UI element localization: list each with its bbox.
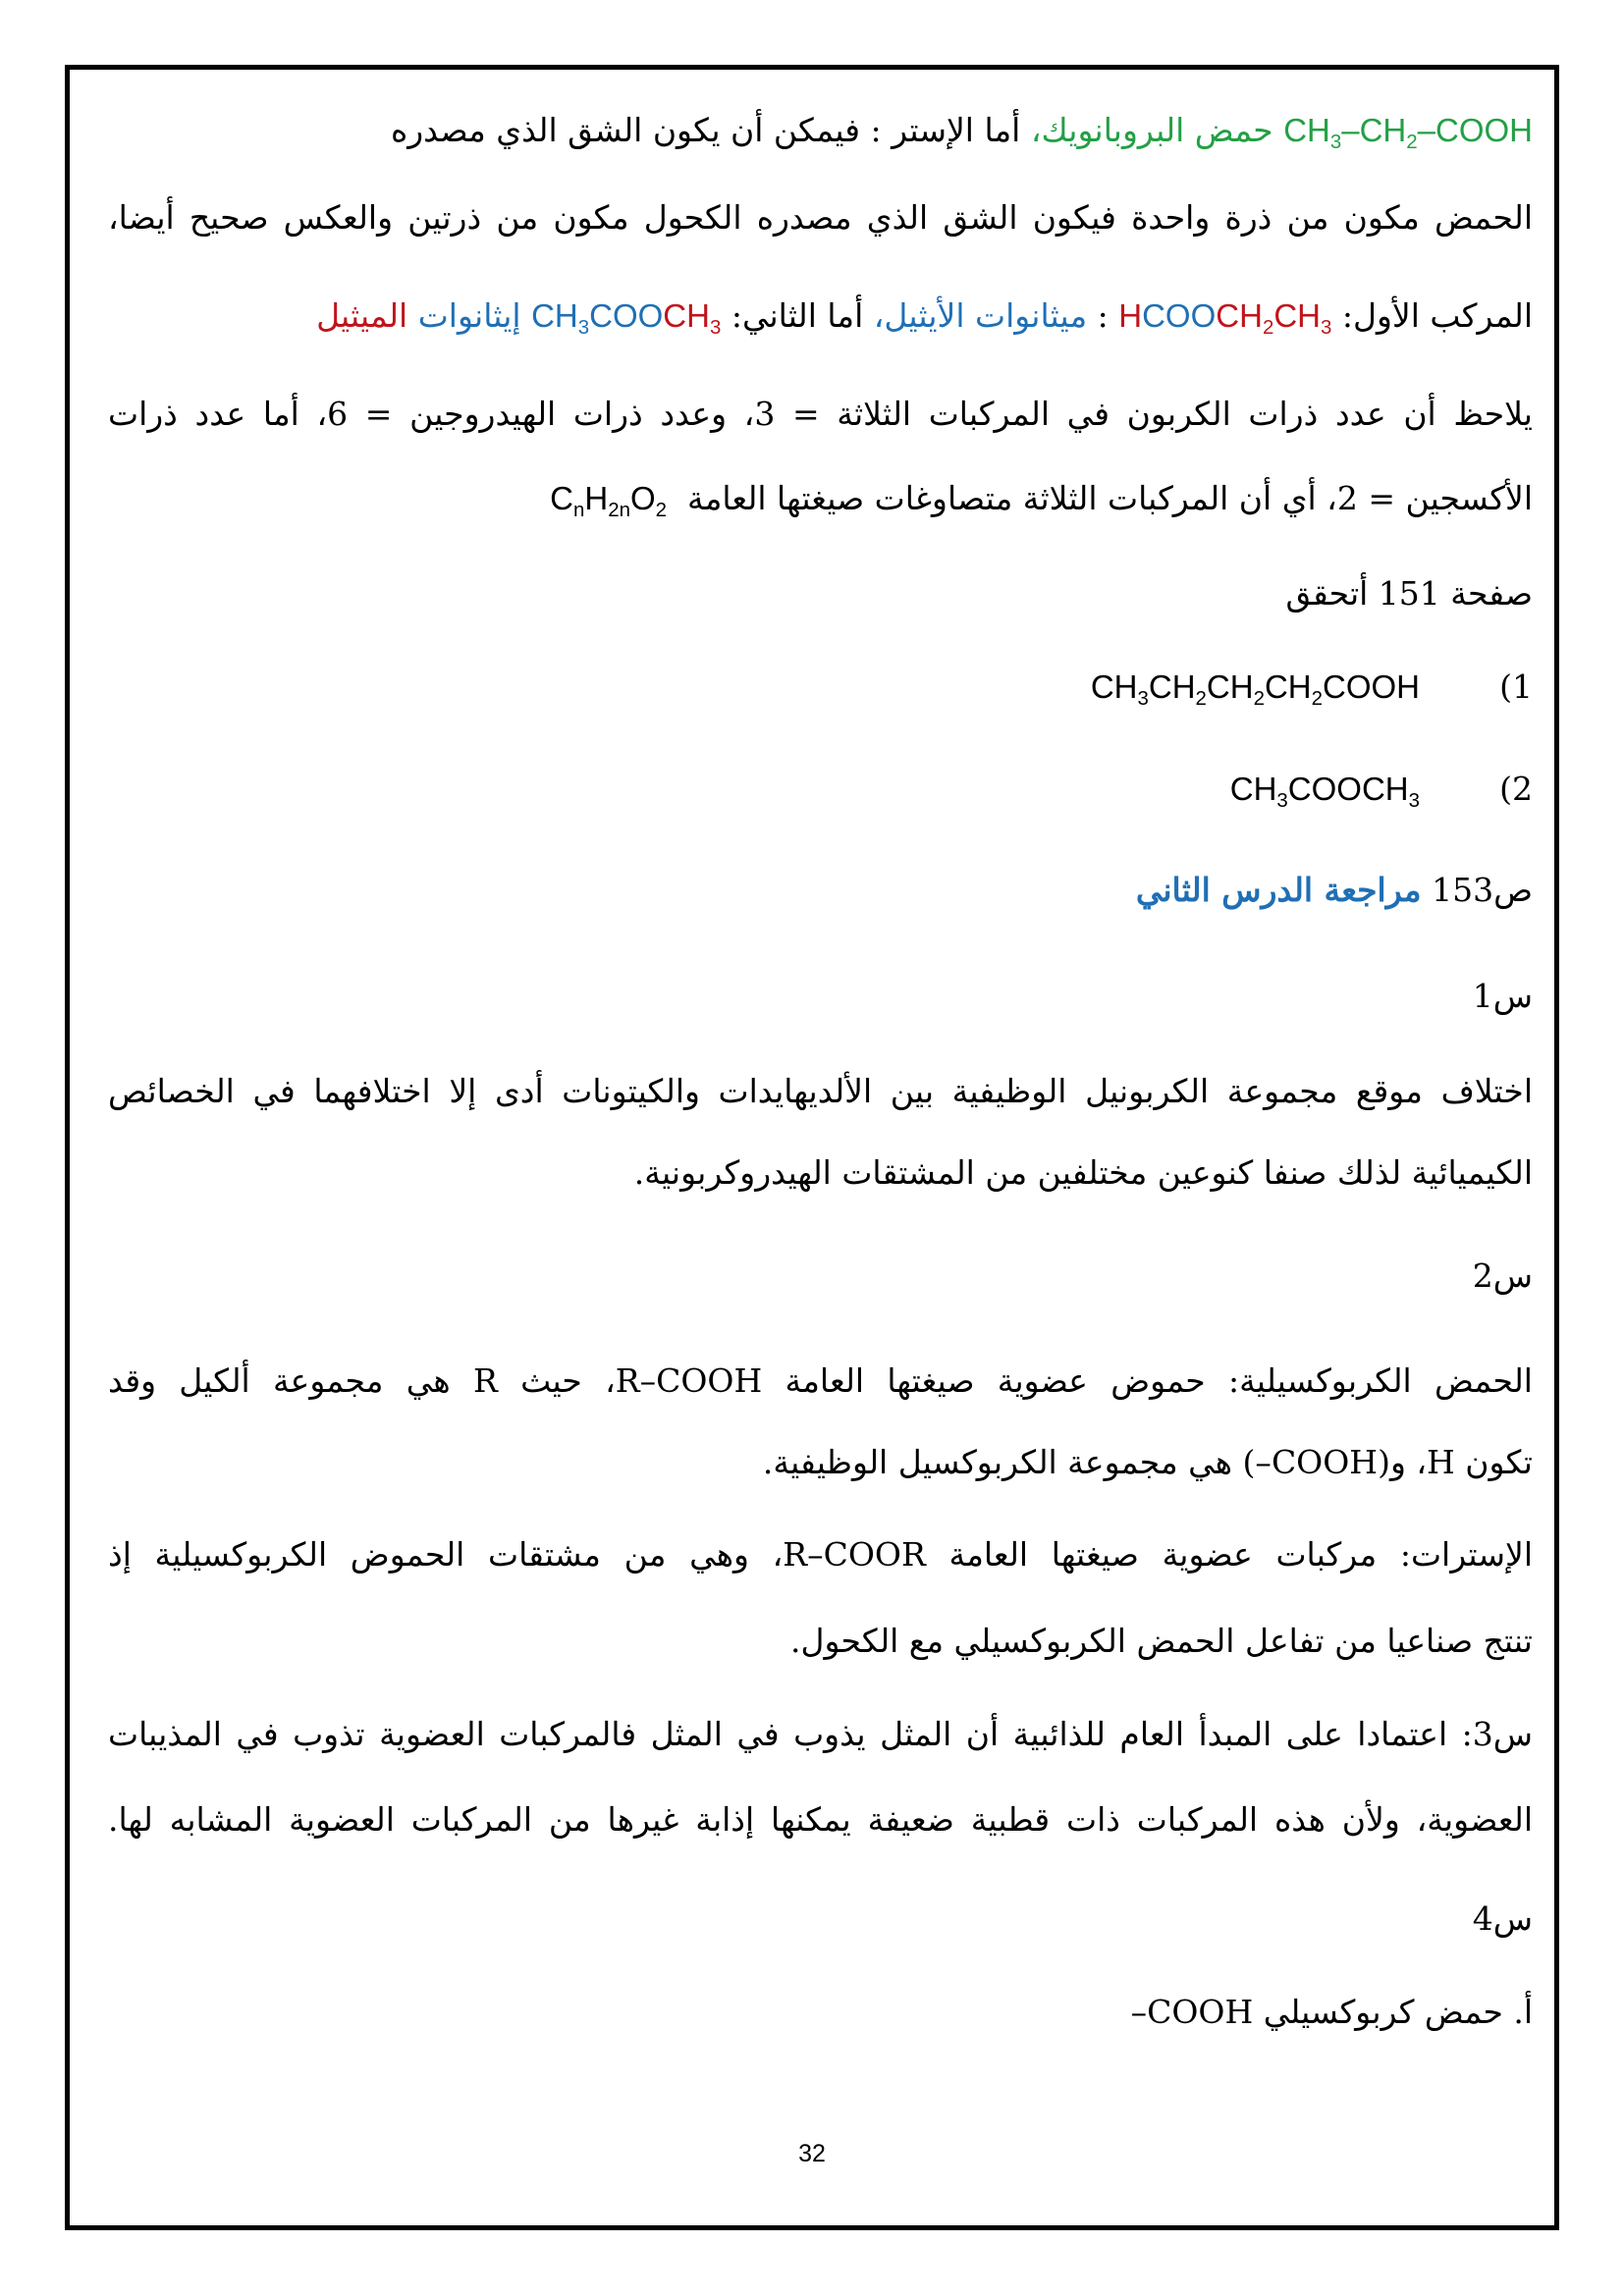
formula-pentanoic-acid: $CH_3CH_2CH_2CH_2COOH$	[1090, 668, 1420, 711]
line-11	[108, 1072, 1533, 1111]
page-151-check: صفحة 151 أتحقق	[1285, 574, 1533, 613]
line-1-text: أما الإستر : فيمكن أن يكون الشق الذي مصدره	[390, 111, 1021, 149]
answer-3-line-2: العضوية، ولأن هذه المركبات ذات قطبية ضعيفة يمكنها إذابة غيرها من المركبات العضوية المشابه لها.	[108, 1800, 1533, 1839]
line-5	[108, 479, 1533, 522]
answer-1-line-2: الكيميائية لذلك صنفا كنوعين مختلفين من المشتقات الهيدروكربونية.	[633, 1153, 1533, 1192]
question-1-label: س1	[1472, 977, 1533, 1015]
line-2-text: الحمض مكون من ذرة واحدة فيكون الشق الذي مصدره الكحول مكون من ذرتين والعكس صحيح أيضا،	[108, 198, 1533, 237]
propanoic-acid-name: حمض البروبانويك،	[1030, 111, 1273, 149]
line-16	[108, 1535, 1533, 1575]
line-14	[108, 1362, 1533, 1401]
line-21	[108, 1993, 1533, 2032]
second-compound-label: أما الثاني:	[731, 296, 864, 335]
line-10	[108, 977, 1533, 1016]
carboxyl-group-note: تكون H، و(COOH–) هي مجموعة الكربوكسيل الوظيفية.	[762, 1443, 1533, 1481]
line-4	[108, 395, 1533, 434]
line-12	[108, 1153, 1533, 1193]
line-6	[108, 574, 1533, 614]
formula-methyl-acetate: $CH_3COOCH_3$	[1229, 771, 1420, 813]
carboxylic-acid-definition: الحمض الكربوكسيلية: حموض عضوية صيغتها العامة R–COOH، حيث R هي مجموعة ألكيل وقد	[108, 1362, 1533, 1400]
line-4-text: يلاحظ أن عدد ذرات الكربون في المركبات الثلاثة = 3، وعدد ذرات الهيدروجين = 6، أما عدد ذرات	[108, 395, 1533, 433]
line-5-text: الأكسجين = 2، أي أن المركبات الثلاثة متصاوغات صيغتها العامة	[687, 479, 1533, 517]
line-15	[108, 1443, 1533, 1482]
line-2	[108, 198, 1533, 238]
line-17	[108, 1622, 1533, 1661]
item-2-number: 2)	[1499, 770, 1533, 808]
line-20	[108, 1899, 1533, 1939]
formula-ethyl-methanoate: $HCOOCH_2CH_3$	[1118, 297, 1332, 340]
answer-3-line-1: س3: اعتمادا على المبدأ العام للذائبية أن المثل يذوب في المثل فالمركبات العضوية تذوب في المذيبات	[108, 1715, 1533, 1753]
methyl-ethanoate-name-a: إيثانوات	[417, 296, 521, 335]
page-number: 32	[798, 2140, 826, 2167]
ester-production: تنتج صناعيا من تفاعل الحمض الكربوكسيلي مع الكحول.	[790, 1622, 1533, 1660]
line-3	[108, 296, 1533, 340]
line-13	[108, 1256, 1533, 1296]
general-formula: $C_nH_{2n}O_2$	[550, 480, 668, 522]
formula-propanoic-acid: $CH_3-CH_2$–COOH	[1283, 112, 1533, 154]
ethyl-methanoate-name: ميثانوات الأيثيل،	[873, 296, 1088, 335]
line-18	[108, 1715, 1533, 1754]
lesson-review-heading: مراجعة الدرس الثاني	[1135, 871, 1422, 909]
line-7	[108, 667, 1533, 711]
methyl-ethanoate-name-b: الميثيل	[316, 296, 408, 335]
formula-methyl-ethanoate: $CH_3COOCH_3$	[531, 297, 722, 340]
first-compound-label: المركب الأول:	[1341, 296, 1533, 335]
page-153-label: ص153	[1432, 871, 1533, 909]
answer-1-line-1: اختلاف موقع مجموعة الكربونيل الوظيفية بين الألديهايدات والكيتونات أدى إلا اختلافهما في الخصائص	[108, 1072, 1533, 1110]
colon: :	[1097, 296, 1109, 335]
line-8	[108, 770, 1533, 813]
answer-4a: أ. حمض كربوكسيلي COOH–	[1130, 1993, 1533, 2031]
line-19	[108, 1800, 1533, 1840]
ester-definition: الإسترات: مركبات عضوية صيغتها العامة R–COOR، وهي من مشتقات الحموض الكربوكسيلية إذ	[108, 1535, 1533, 1574]
question-2-label: س2	[1472, 1256, 1533, 1295]
line-1	[108, 111, 1533, 154]
question-4-label: س4	[1472, 1899, 1533, 1938]
item-1-number: 1)	[1499, 667, 1533, 706]
line-9	[108, 871, 1533, 910]
